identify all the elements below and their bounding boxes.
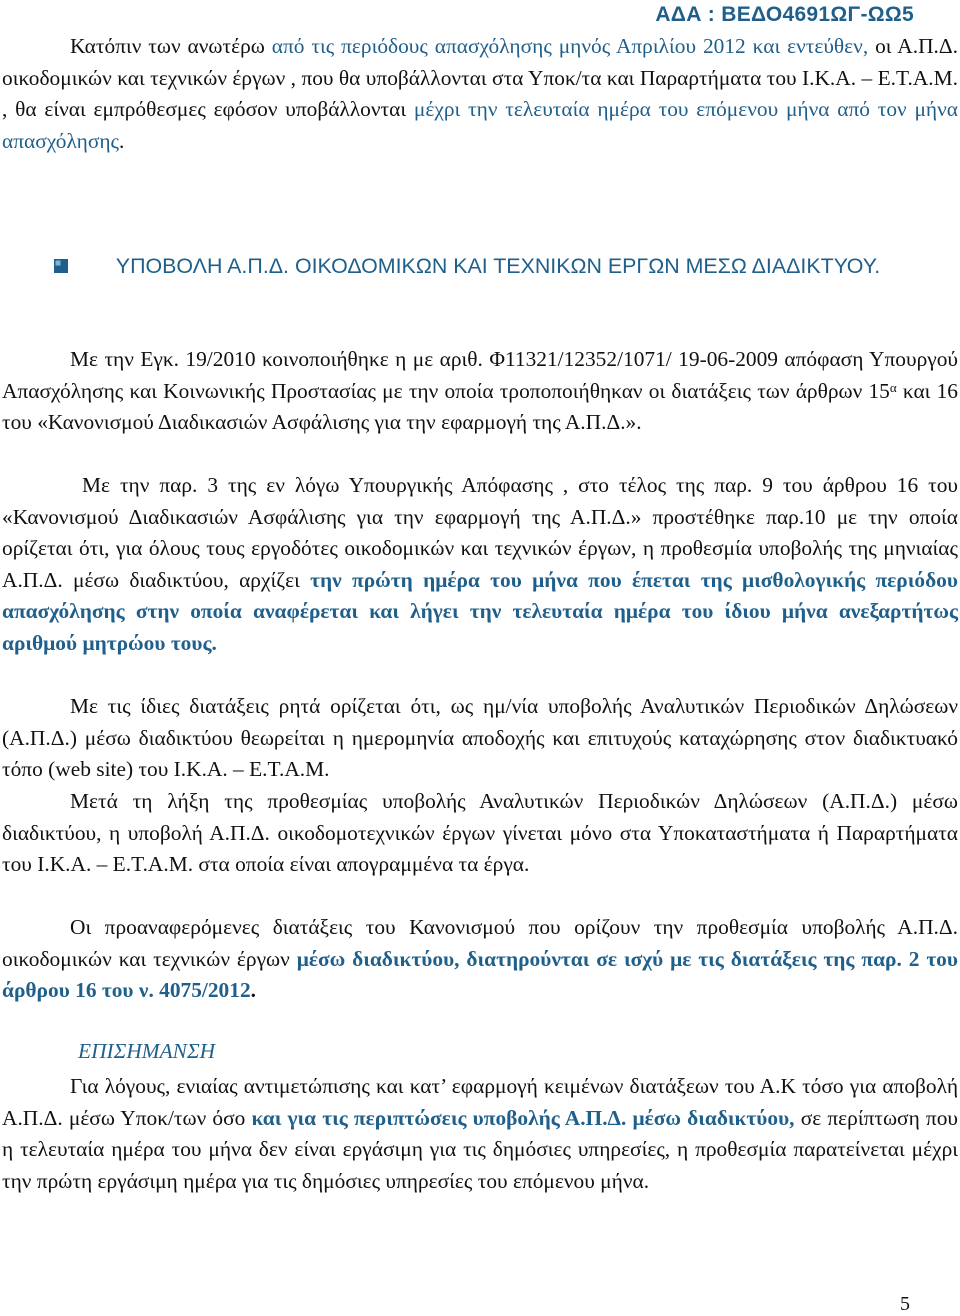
paragraph-notice: Για λόγους, ενιαίας αντιμετώπισης και κατ’ εφαρμογή κειμένων διατάξεων του Α.Κ τόσο για αποβολή Α.Π.Δ. μέσω Υποκ/των όσο και για τις περιπτώσεις υποβολής Α.Π.Δ. μέσω διαδικτύου, σε περίπτωση που η τελευταία ημέρα του μήνα δεν είναι εργάσιμη για τις δημόσιες υπηρεσίες, η προθεσμία παρατείνεται μέχρι την πρώτη εργάσιμη ημέρα για τις δημόσιες υπηρεσίες του επόμενου μήνα. xyxy=(2,1074,959,1193)
paragraph-law-reference: Οι προαναφερόμενες διατάξεις του Κανονισμού που ορίζουν την προθεσμία υποβολής Α.Π.Δ. οικοδομικών και τεχνικών έργων μέσω διαδικτύου, διατηρούνται σε ισχύ με τις διατάξεις της παρ. 2 του άρθρου 16 του ν. 4075/2012. xyxy=(2,915,958,1003)
notice-title: ΕΠΙΣΗΜΑΝΣΗ xyxy=(78,1039,216,1063)
section-heading: ΥΠΟΒΟΛΗ Α.Π.Δ. ΟΙΚΟΔΟΜΙΚΩΝ ΚΑΙ ΤΕΧΝΙΚΩΝ ΕΡΓΩΝ ΜΕΣΩ ΔΙΑΔΙΚΤΥΟΥ. xyxy=(115,254,881,278)
paragraph-circular: Με την Εγκ. 19/2010 κοινοποιήθηκε η με αριθ. Φ11321/12352/1071/ 19-06-2009 απόφαση Υπουργού Απασχόλησης και Κοινωνικής Προστασίας με την οποία τροποποιήθηκαν οι διατάξεις των άρθρων $15^\alpha$ και 16 του «Κανονισμού Διαδικασιών Ασφάλισης για την εφαρμογή της Α.Π.Δ.». xyxy=(2,347,958,435)
paragraph-ministerial-decision: Με την παρ. 3 της εν λόγω Υπουργικής Απόφασης , στο τέλος της παρ. 9 του άρθρου 16 του «Κανονισμού Διαδικασιών Ασφάλισης για την εφαρμογή της Α.Π.Δ.» προστέθηκε παρ.10 με την οποία ορίζεται ότι, για όλους τους εργοδότες οικοδομικών και τεχνικών έργων, η προθεσμία υποβολής της μηνιαίας Α.Π.Δ. μέσω διαδικτύου, αρχίζει την πρώτη ημέρα του μήνα που έπεται της μισθολογικής περιόδου απασχόλησης στην οποία αναφέρεται και λήγει την τελευταία ημέρα του ίδιου μήνα ανεξαρτήτως αριθμού μητρώου τους. xyxy=(2,473,958,655)
paragraph-after-deadline: Μετά τη λήξη της προθεσμίας υποβολής Αναλυτικών Περιοδικών Δηλώσεων (Α.Π.Δ.) μέσω διαδικτύου, η υποβολή Α.Π.Δ. οικοδομοτεχνικών έργων γίνεται μόνο στα Υποκαταστήματα ή Παραρτήματα του Ι.Κ.Α. – Ε.Τ.Α.Μ. στα οποία είναι απογραμμένα τα έργα. xyxy=(2,789,958,877)
ada-code: ΑΔΑ : ΒΕΔΟ4691ΩΓ-ΩΩ5 xyxy=(655,3,914,26)
highlight-period: από τις περιόδους απασχόλησης μηνός Απριλίου 2012 και εντεύθεν, xyxy=(271,34,869,58)
highlight-deadline: μέχρι την τελευταία ημέρα του επόμενου μήνα από τον μήνα απασχόλησης xyxy=(2,97,958,153)
page-number: 5 xyxy=(900,1293,910,1315)
highlight-online-cases: και για τις περιπτώσεις υποβολής Α.Π.Δ. μέσω διαδικτύου, xyxy=(251,1105,795,1130)
paragraph-submission-date: Με τις ίδιες διατάξεις ρητά ορίζεται ότι, ως ημ/νία υποβολής Αναλυτικών Περιοδικών Δηλώσεων (Α.Π.Δ.) μέσω διαδικτύου θεωρείται η ημερομηνία αποδοχής και επιτυχούς καταχώρησης στον διαδικτυακό τόπο (web site) του Ι.Κ.Α. – Ε.Τ.Α.Μ. xyxy=(2,694,958,782)
highlight-law: μέσω διαδικτύου, διατηρούνται σε ισχύ με τις διατάξεις της παρ. 2 του άρθρου 16 του ν. 4075/2012 xyxy=(2,946,958,1003)
highlight-submission-window: την πρώτη ημέρα του μήνα που έπεται της μισθολογικής περιόδου απασχόλησης στην οποία αναφέρεται και λήγει την τελευταία ημέρα του ίδιου μήνα ανεξαρτήτως αριθμού μητρώου τους. xyxy=(2,567,958,655)
superscript: α xyxy=(889,379,897,395)
paragraph-deadline-intro: Κατόπιν των ανωτέρω από τις περιόδους απασχόλησης μηνός Απριλίου 2012 και εντεύθεν, οι Α.Π.Δ. οικοδομικών και τεχνικών έργων , που θα υποβάλλονται στα Υποκ/τα και Παραρτήματα του Ι.Κ.Α. – Ε.Τ.Α.Μ. , θα είναι εμπρόθεσμες εφόσον υποβάλλονται μέχρι την τελευταία ημέρα του επόμενου μήνα από τον μήνα απασχόλησης. xyxy=(2,34,958,153)
